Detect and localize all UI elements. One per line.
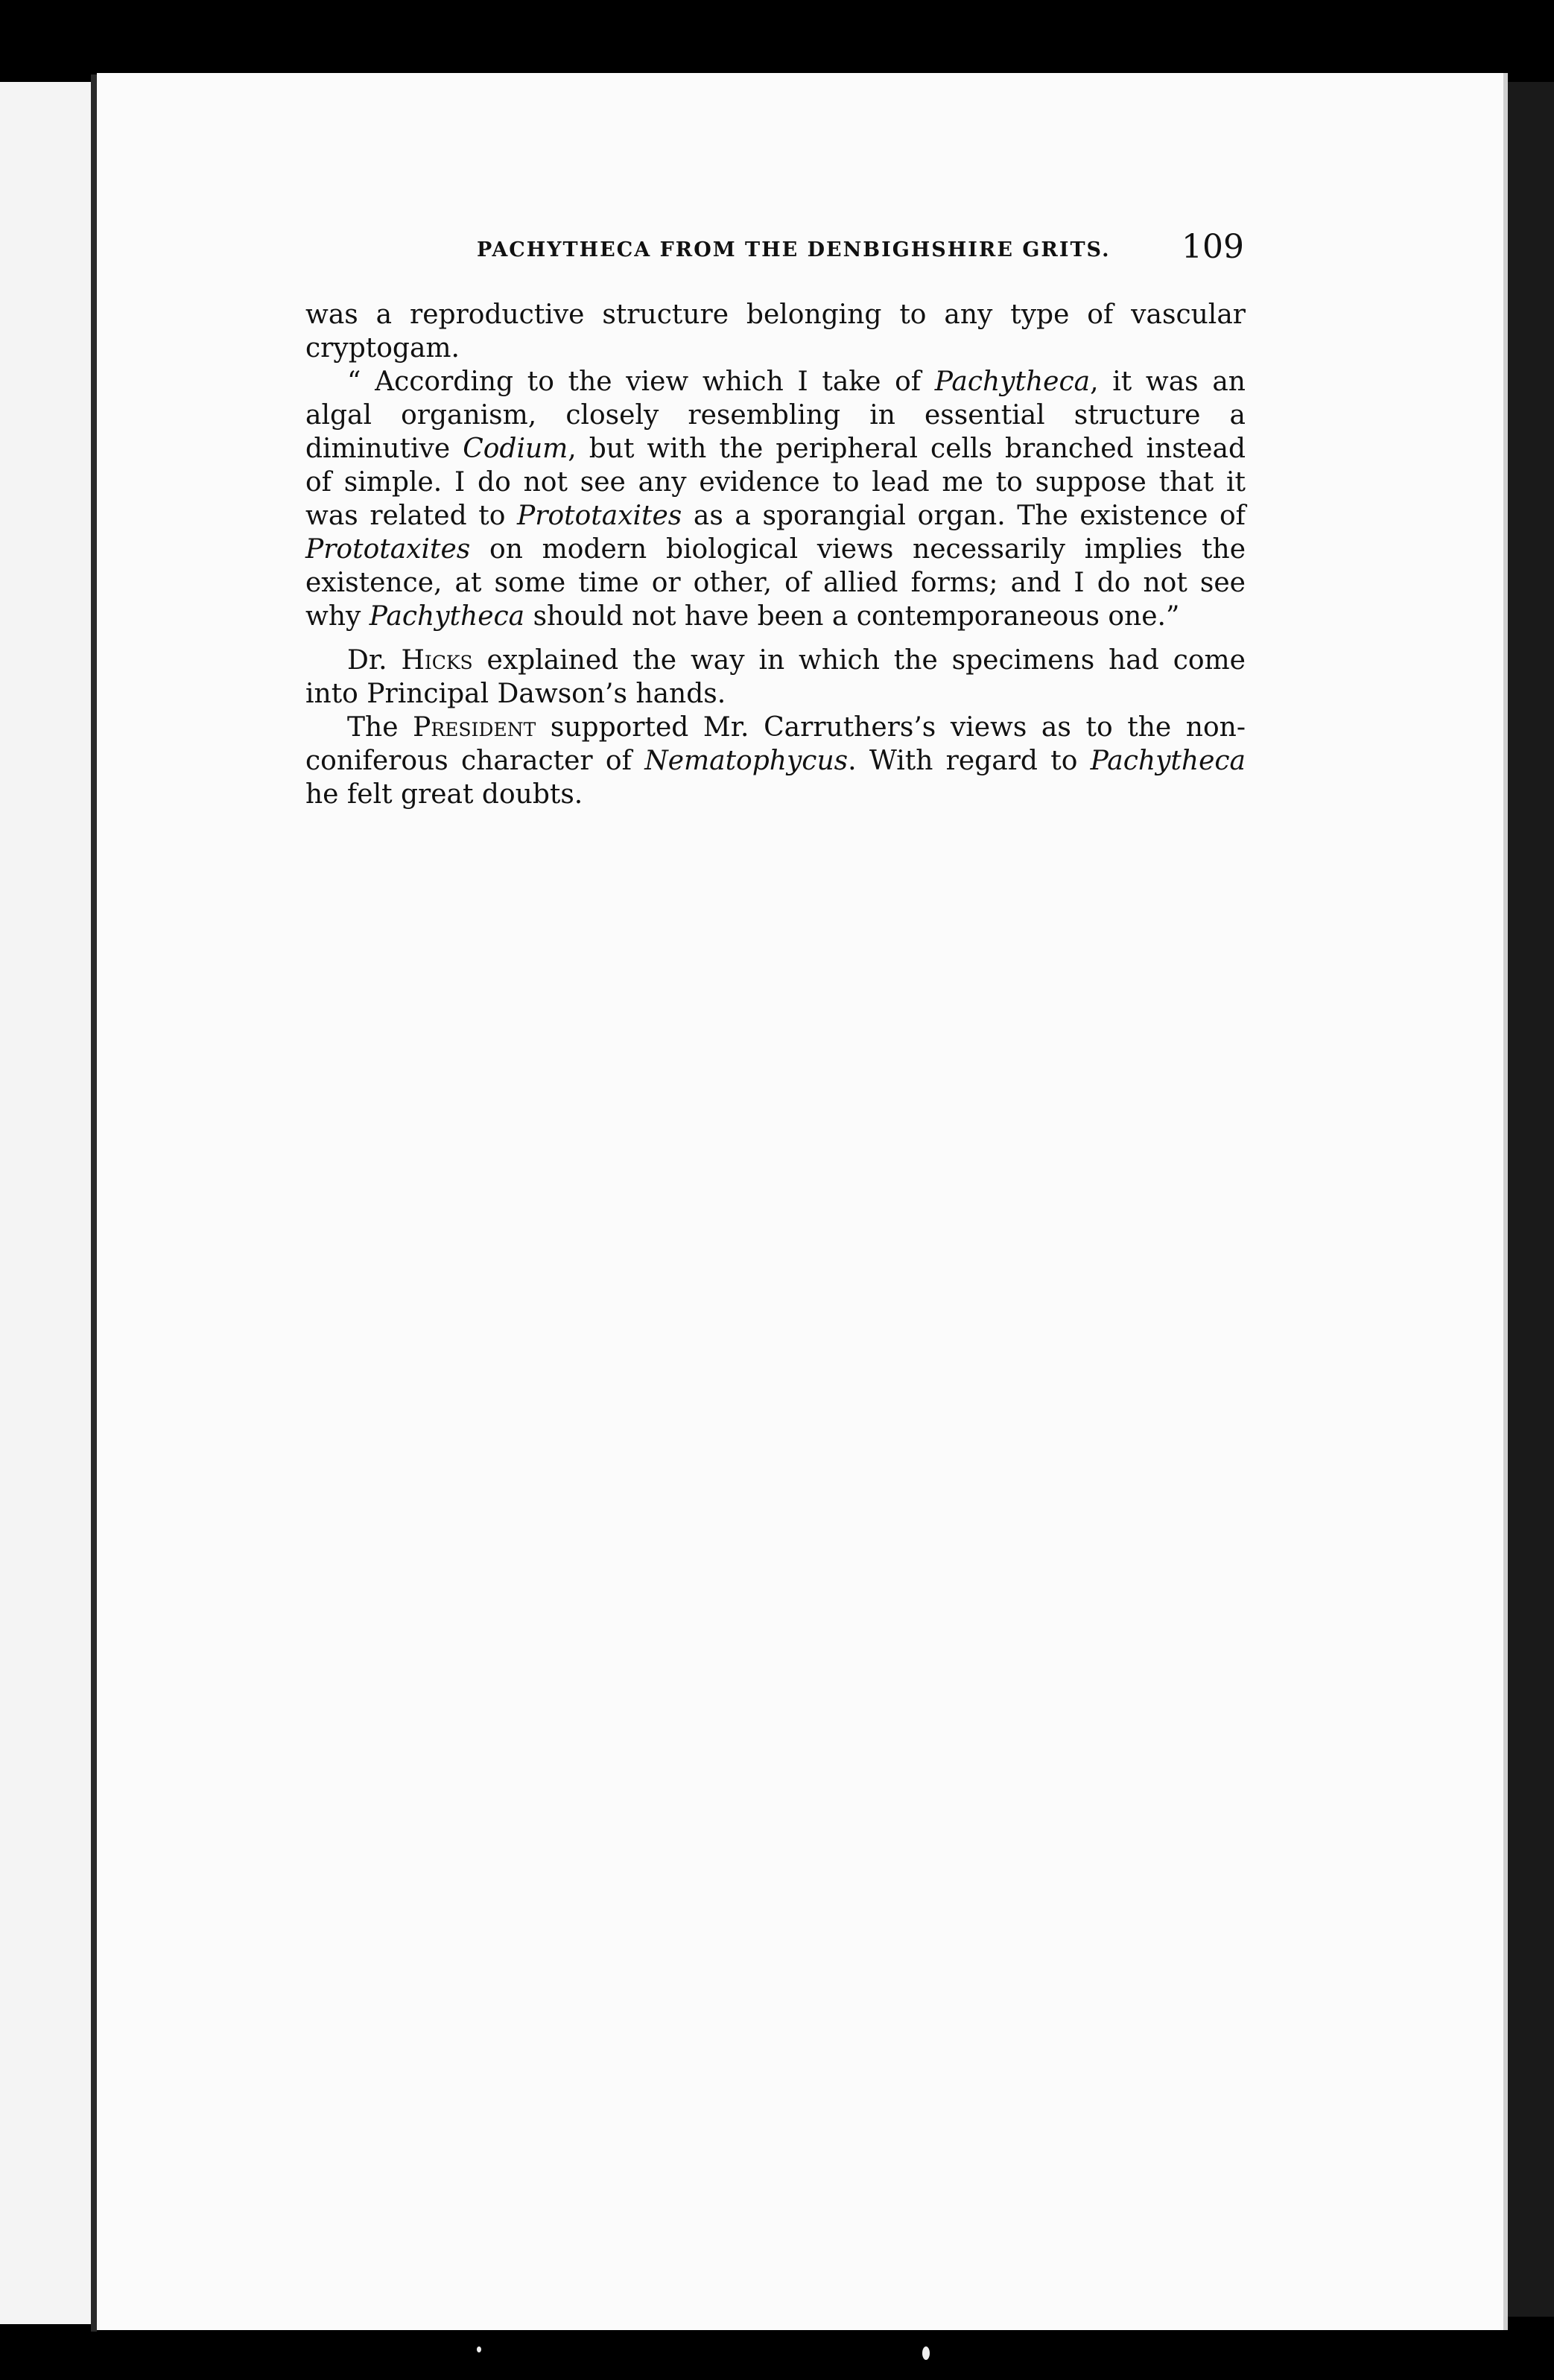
text-run: explained the way in which the specimens had come into Principal Dawson’s hands. (305, 645, 1246, 709)
text-run: “ According to the view which I take of (347, 366, 935, 397)
book-spine (91, 74, 97, 2332)
italic-term: Codium (463, 434, 568, 464)
small-caps-name: President (413, 712, 536, 743)
dust-speck (477, 2346, 481, 2352)
text-run: Dr. (347, 645, 402, 676)
page-header (477, 228, 1244, 273)
text-run: , it was an algal organism, closely resembling in essential structure a diminutive (305, 366, 1246, 464)
running-title: PACHYTHECA FROM THE DENBIGHSHIRE GRITS. (477, 238, 1111, 261)
italic-term: Pachytheca (369, 601, 525, 632)
italic-term: Nematophycus (644, 746, 849, 776)
body-text (305, 298, 1246, 811)
text-run: The (347, 712, 413, 743)
small-caps-name: Hicks (401, 645, 473, 676)
text-run: , but with the peripheral cells branched instead of simple. I do not see any evidence to lead me to suppose that it was related to (305, 434, 1246, 531)
right-margin-shadow (1508, 82, 1554, 2317)
paragraph-3 (305, 644, 1246, 711)
page-number: 109 (1182, 228, 1244, 266)
text-run: . With regard to (848, 746, 1091, 776)
text-run: he felt great doubts. (305, 779, 583, 810)
text-run: should not have been a contemporaneous one.” (524, 601, 1180, 632)
italic-term: Pachytheca (1090, 746, 1246, 776)
paragraph-2 (305, 365, 1246, 633)
text-run: was a reproductive structure belonging to any type of vascular cryptogam. (305, 299, 1246, 364)
dust-speck (922, 2346, 930, 2360)
italic-term: Pachytheca (934, 366, 1091, 397)
text-run: as a sporangial organ. The existence of (682, 501, 1246, 531)
previous-page-edge (0, 82, 91, 2324)
paragraph-4 (305, 711, 1246, 811)
text-run: on modern biological views necessarily implies the existence, at some time or other, of allied forms; and I do not see why (305, 534, 1246, 632)
italic-term: Prototaxites (305, 534, 471, 565)
text-run: supported Mr. Carruthers’s views as to the non-coniferous character of (305, 712, 1246, 776)
paragraph-1 (305, 298, 1246, 365)
italic-term: Prototaxites (517, 501, 682, 531)
